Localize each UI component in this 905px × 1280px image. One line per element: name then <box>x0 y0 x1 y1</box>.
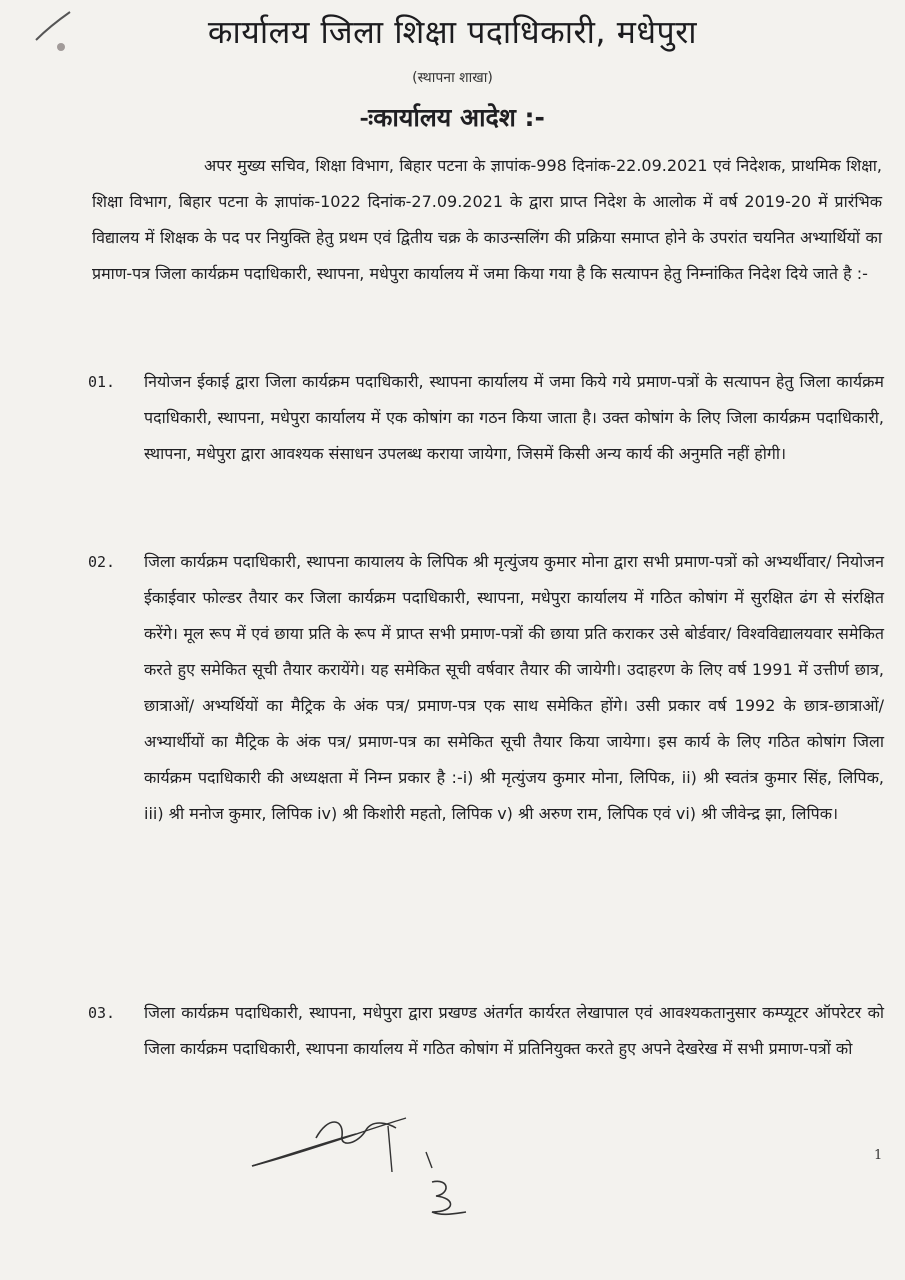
item-text: नियोजन ईकाई द्वारा जिला कार्यक्रम पदाधिकारी, स्थापना कार्यालय में जमा किये गये प्रमाण-पत्रों के सत्यापन हेतु जिला कार्यक्रम पदाधिकारी, स्थापना, मधेपुरा कार्यालय में एक कोषांग का गठन किया जाता है। उक्त कोषांग के लिए जिला कार्यक्रम पदाधिकारी, स्थापना, मधेपुरा द्वारा आवश्यक संसाधन उपलब्ध कराया जायेगा, जिसमें किसी अन्य कार्य की अनुमति नहीं होगी। <box>144 372 884 463</box>
item-text: जिला कार्यक्रम पदाधिकारी, स्थापना, मधेपुरा द्वारा प्रखण्ड अंतर्गत कार्यरत लेखापाल एवं आवश्यकतानुसार कम्प्यूटर ऑपरेटर को जिला कार्यक्रम पदाधिकारी, स्थापना कार्यालय में गठित कोषांग में प्रतिनियुक्त करते हुए अपने देखरेख में सभी प्रमाण-पत्रों को <box>144 1003 884 1058</box>
order-heading: -ःकार्यालय आदेश :- <box>360 103 545 132</box>
list-item <box>88 995 884 1067</box>
item-number: 03. <box>88 1004 116 1022</box>
list-item <box>88 364 884 472</box>
list-item <box>88 544 884 832</box>
item-text: जिला कार्यक्रम पदाधिकारी, स्थापना कायालय के लिपिक श्री मृत्युंजय कुमार मोना द्वारा सभी प्रमाण-पत्रों को अभ्यर्थीवार/ नियोजन ईकाईवार फोल्डर तैयार कर जिला कार्यक्रम पदाधिकारी, स्थापना, मधेपुरा कार्यालय में गठित कोषांग में सुरक्षित ढंग से संरक्षित करेंगे। मूल रूप में एवं छाया प्रति के रूप में प्राप्त सभी प्रमाण-पत्रों की छाया प्रति कराकर उसे बोर्डवार/ विश्वविद्यालयवार समेकित करते हुए समेकित सूची तैयार करायेंगे। यह समेकित सूची वर्षवार तैयार की जायेगी। उदाहरण के लिए वर्ष 1991 में उत्तीर्ण छात्र, छात्राओं/ अभ्यर्थियों का मैट्रिक के अंक पत्र/ प्रमाण-पत्र एक साथ समेकित होंगे। उसी प्रकार वर्ष 1992 के छात्र-छात्राओं/ अभ्यार्थीयों का मैट्रिक के अंक पत्र/ प्रमाण-पत्र का समेकित सूची तैयार किया जायेगा। इस कार्य के लिए गठित कोषांग जिला कार्यक्रम पदाधिकारी की अध्यक्षता में निम्न प्रकार है :-i) श्री मृत्युंजय कुमार मोना, लिपिक, ii) श्री स्वतंत्र कुमार सिंह, लिपिक, iii) श्री मनोज कुमार, लिपिक iv) श्री किशोरी महतो, लिपिक v) श्री अरुण राम, लिपिक एवं vi) श्री जीवेन्द्र झा, लिपिक। <box>144 552 884 823</box>
intro-paragraph: अपर मुख्य सचिव, शिक्षा विभाग, बिहार पटना के ज्ञापांक-998 दिनांक-22.09.2021 एवं निदेशक, प्राथमिक शिक्षा, शिक्षा विभाग, बिहार पटना के ज्ञापांक-1022 दिनांक-27.09.2021 के द्वारा प्राप्त निदेश के आलोक में वर्ष 2019-20 में प्रारंभिक विद्यालय में शिक्षक के पद पर नियुक्ति हेतु प्रथम एवं द्वितीय चक्र के काउन्सलिंग की प्रक्रिया समाप्त होने के उपरांत चयनित अभ्यार्थियों का प्रमाण-पत्र जिला कार्यक्रम पदाधिकारी, स्थापना, मधेपुरा कार्यालय में जमा किया गया है कि सत्यापन हेतु निम्नांकित निदेश दिये जाते है :- <box>92 156 882 283</box>
signature <box>246 1108 476 1228</box>
item-number: 01. <box>88 373 116 391</box>
section-subtitle: (स्थापना शाखा) <box>412 70 493 86</box>
item-number: 02. <box>88 553 116 571</box>
office-title: कार्यालय जिला शिक्षा पदाधिकारी, मधेपुरा <box>207 13 698 51</box>
page-number: 1 <box>874 1148 883 1163</box>
